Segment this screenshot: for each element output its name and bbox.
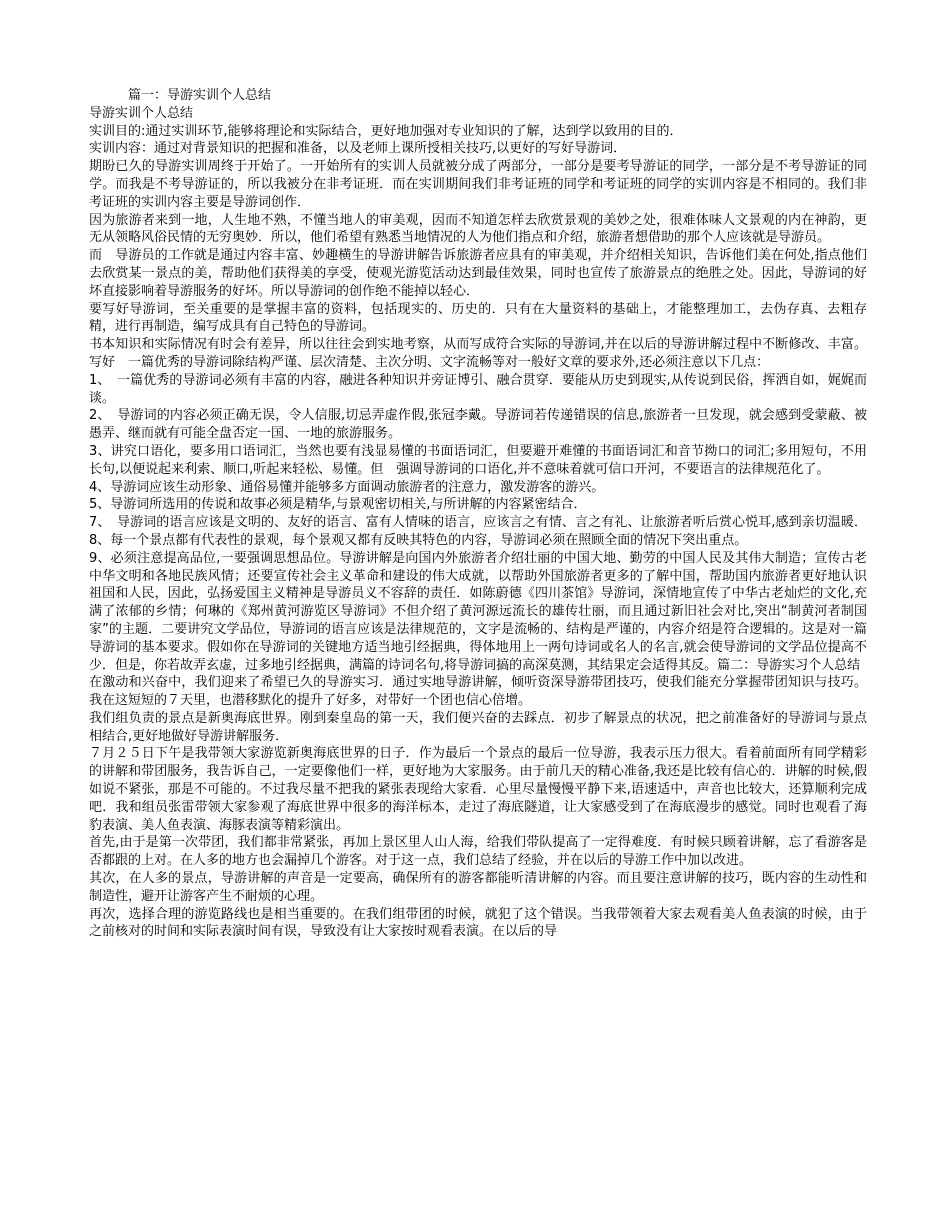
paragraph: 在激动和兴奋中，我们迎来了希望已久的导游实习．通过实地导游讲解，倾听资深导游带团技巧，使我们能充分掌握带团知识与技巧。我在这短短的７天里，也潜移默化的提升了好多，对带好一个团也信心倍增。 bbox=[89, 675, 867, 709]
list-item: 3、讲究口语化，要多用口语词汇，当然也要有浅显易懂的书面语词汇，但要避开难懂的书面语词汇和音节拗口的词汇;多用短句，不用长句,以便说起来利索、顺口,听起来轻松、易懂。但 强调导游词的口语化,并不意味着就可信口开河，不要语言的法律规范化了。 bbox=[89, 443, 867, 477]
paragraph: 首先,由于是第一次带团，我们都非常紧张，再加上景区里人山人海，给我们带队提高了一定得难度．有时候只顾着讲解，忘了看游客是否都跟的上对。在人多的地方也会漏掉几个游客。对于这一点，我们总结了经验，并在以后的导游工作中加以改进。 bbox=[89, 835, 867, 869]
paragraph: 我们组负责的景点是新奥海底世界。刚到秦皇岛的第一天，我们便兴奋的去踩点．初步了解景点的状况，把之前准备好的导游词与景点相结合,更好地做好导游讲解服务． bbox=[89, 710, 867, 744]
list-item: 9、必须注意提高品位,一要强调思想品位。导游讲解是向国内外旅游者介绍壮丽的中国大地、勤劳的中国人民及其伟大制造；宣传古老中华文明和各地民族风情；还要宣传社会主义革命和建设的伟大成就，以帮助外国旅游者更多的了解中国，帮助国内旅游者更好地认识祖国和人民，因此，弘扬爱国主义精神是导游员义不容辞的责任．如陈蔚德《四川茶馆》导游词，深情地宣传了中华古老灿烂的文化,充满了浓郁的乡情；何琳的《郑州黄河游览区导游词》不但介绍了黄河源远流长的雄传壮丽，而且通过新旧社会对比,突出“制黄河者制国家”的主题．二要讲究文学品位，导游词的语言应该是法律规范的，文字是流畅的、结构是严谨的，内容介绍是符合逻辑的。这是对一篇导游词的基本要求。假如你在导游词的关键地方适当地引经据典，得体地用上一两句诗词或名人的名言,就会使导游词的文学品位提高不少．但是，你若故弄玄虚，过多地引经据典，满篇的诗词名句,将导游词搞的高深莫测，其结果定会适得其反。篇二：导游实习个人总结 bbox=[89, 550, 867, 673]
paragraph-training-content: 实训内容：通过对背景知识的把握和准备，以及老师上课所授相关技巧,以更好的写好导游词． bbox=[89, 141, 627, 157]
paragraph: 期盼已久的导游实训周终于开始了。一开始所有的实训人员就被分成了两部分，一部分是要考导游证的同学，一部分是不考导游证的同学。而我是不考导游证的，所以我被分在非考证班．而在实训期间我们非考证班的同学和考证班的同学的实训内容是不相同的。我们非考证班的实训内容主要是导游词创作． bbox=[89, 159, 867, 210]
paragraph: ７月２５日下午是我带领大家游览新奥海底世界的日子．作为最后一个景点的最后一位导游，我表示压力很大。看着前面所有同学精彩的讲解和带团服务，我告诉自己，一定要像他们一样，更好地为大家服务。由于前几天的精心准备,我还是比较有信心的．讲解的时候,假如说不紧张，那是不可能的。不过我尽量不把我的紧张表现给大家看．心里尽量慢慢平静下来,语速适中，声音也比较大，还算顺利完成吧．我和组员张雷带领大家参观了海底世界中很多的海洋标本，走过了海底隧道，让大家感受到了在海底漫步的感觉。同时也观看了海豹表演、美人鱼表演、海豚表演等精彩演出。 bbox=[89, 746, 867, 833]
paragraph: 再次，选择合理的游览路线也是相当重要的。在我们组带团的时候，就犯了这个错误。当我带领着大家去观看美人鱼表演的时候，由于之前核对的时间和实际表演时间有误，导致没有让大家按时观看表演。在以后的导 bbox=[89, 906, 867, 940]
document-heading: 篇一：导游实训个人总结 bbox=[128, 88, 272, 103]
document-body bbox=[89, 87, 867, 941]
paragraph: 而 导游员的工作就是通过内容丰富、妙趣横生的导游讲解告诉旅游者应具有的审美观，并介绍相关知识，告诉他们美在何处,指点他们去欣赏某一景点的美，帮助他们获得美的享受，使观光游览活动达到最佳效果，同时也宣传了旅游景点的绝胜之处。因此，导游词的好坏直接影响着导游服务的好坏。所以导游词的创作绝不能掉以轻心． bbox=[89, 248, 867, 299]
paragraph-title: 导游实训个人总结 bbox=[89, 105, 194, 121]
list-item: 4、导游词应该生动形象、通俗易懂并能够多方面调动旅游者的注意力，激发游客的游兴。 bbox=[89, 479, 605, 495]
paragraph: 书本知识和实际情况有时会有差异，所以往往会到实地考察，从而写成符合实际的导游词,并在以后的导游讲解过程中不断修改、丰富。写好 一篇优秀的导游词除结构严谨、层次清楚、主次分明、文字流畅等对一般好文章的要求外,还必须注意以下几点： bbox=[89, 337, 867, 370]
paragraph-training-purpose: 实训目的:通过实训环节,能够将理论和实际结合，更好地加强对专业知识的了解，达到学以致用的目的． bbox=[89, 123, 683, 139]
list-item: 2、 导游词的内容必须正确无误，令人信服,切忌弄虚作假,张冠李戴。导游词若传递错误的信息,旅游者一旦发现，就会感到受蒙蔽、被愚弄、继而就有可能全盘否定一国、一地的旅游服务。 bbox=[89, 408, 867, 442]
list-item: 1、 一篇优秀的导游词必须有丰富的内容，融进各种知识并旁证博引、融合贯穿．要能从历史到现实,从传说到民俗，挥洒自如，娓娓而谈。 bbox=[89, 372, 867, 406]
paragraph: 要写好导游词，至关重要的是掌握丰富的资料，包括现实的、历史的．只有在大量资料的基础上，才能整理加工，去伪存真、去粗存精，进行再制造，编写成具有自己特色的导游词。 bbox=[89, 301, 867, 335]
paragraph: 其次，在人多的景点，导游讲解的声音是一定要高，确保所有的游客都能听清讲解的内容。而且要注意讲解的技巧，既内容的生动性和制造性，避开让游客产生不耐烦的心理。 bbox=[89, 871, 867, 904]
paragraph: 因为旅游者来到一地，人生地不熟，不懂当地人的审美观，因而不知道怎样去欣赏景观的美妙之处，很难体味人文景观的内在神韵，更无从领略风俗民情的无穷奥妙．所以，他们希望有熟悉当地情况的人为他们指点和介绍，旅游者想借助的那个人应该就是导游员。 bbox=[89, 212, 867, 246]
list-item: 5、导游词所选用的传说和故事必须是精华,与景观密切相关,与所讲解的内容紧密结合． bbox=[89, 497, 587, 513]
list-item: 7、 导游词的语言应该是文明的、友好的语言、富有人情味的语言，应该言之有情、言之有礼、让旅游者听后赏心悦耳,感到亲切温暖．8、每一个景点都有代表性的景观，每个景观又都有反映其特色的内容，导游词必须在照顾全面的情况下突出重点。 bbox=[89, 515, 867, 548]
